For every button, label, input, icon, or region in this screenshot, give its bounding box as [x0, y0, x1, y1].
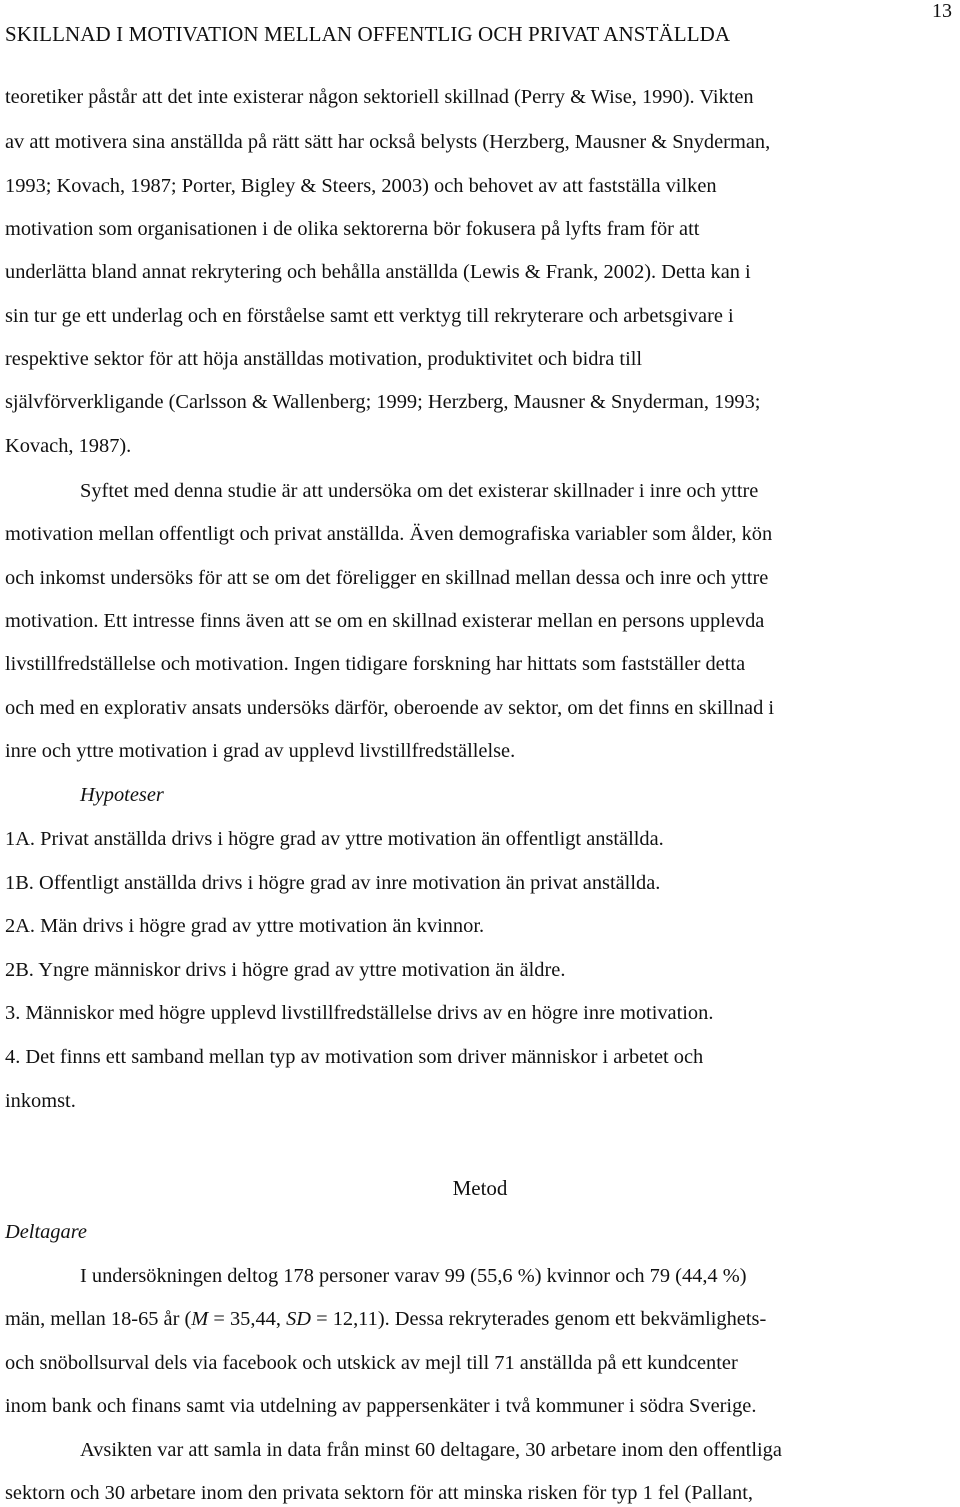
body-line: självförverkligande (Carlsson & Wallenberg; 1999; Herzberg, Mausner & Snyderman, 1993; — [5, 391, 761, 413]
stat-symbol-sd: SD — [286, 1308, 311, 1330]
hypothesis-item: 2A. Män drivs i högre grad av yttre motivation än kvinnor. — [5, 915, 485, 937]
body-line: inre och yttre motivation i grad av upplevd livstillfredställelse. — [5, 740, 516, 762]
body-line: motivation mellan offentligt och privat anställda. Även demografiska variabler som ålder, kön — [5, 523, 773, 545]
method-text: män, mellan 18-65 år ( — [5, 1308, 192, 1330]
subsection-heading-participants: Deltagare — [5, 1221, 87, 1243]
hypothesis-item: 2B. Yngre människor drivs i högre grad av yttre motivation än äldre. — [5, 959, 566, 981]
hypothesis-item: inkomst. — [5, 1090, 76, 1112]
body-line: motivation. Ett intresse finns även att se om en skillnad existerar mellan en persons upplevda — [5, 610, 765, 632]
running-head: SKILLNAD I MOTIVATION MELLAN OFFENTLIG OCH PRIVAT ANSTÄLLDA — [5, 22, 731, 46]
page-number: 13 — [932, 0, 952, 22]
hypotheses-heading: Hypoteser — [80, 784, 164, 806]
hypothesis-item: 3. Människor med högre upplevd livstillfredställelse drivs av en högre inre motivation. — [5, 1002, 714, 1024]
body-line: Syftet med denna studie är att undersöka om det existerar skillnader i inre och yttre — [80, 480, 759, 502]
body-line: respektive sektor för att höja anställdas motivation, produktivitet och bidra till — [5, 348, 643, 370]
method-line: inom bank och finans samt via utdelning av pappersenkäter i två kommuner i södra Sverige. — [5, 1395, 757, 1417]
body-line: av att motivera sina anställda på rätt sätt har också belysts (Herzberg, Mausner & Snyderman, — [5, 131, 771, 153]
method-line: sektorn och 30 arbetare inom den privata sektorn för att minska risken för typ 1 fel (Pallant, — [5, 1482, 754, 1504]
body-line: och inkomst undersöks för att se om det föreligger en skillnad mellan dessa och inre och yttre — [5, 567, 769, 589]
body-line: livstillfredställelse och motivation. Ingen tidigare forskning har hittats som fastställer detta — [5, 653, 746, 675]
body-line: och med en explorativ ansats undersöks därför, oberoende av sektor, om det finns en skillnad i — [5, 697, 775, 719]
body-line: motivation som organisationen i de olika sektorerna bör fokusera på lyfts fram för att — [5, 218, 700, 240]
body-line: sin tur ge ett underlag och en förståelse samt ett verktyg till rekryterare och arbetsgivare i — [5, 305, 734, 327]
hypothesis-item: 1B. Offentligt anställda drivs i högre grad av inre motivation än privat anställda. — [5, 872, 661, 894]
method-line: Avsikten var att samla in data från minst 60 deltagare, 30 arbetare inom den offentliga — [80, 1439, 782, 1461]
method-text: = 35,44, — [208, 1308, 287, 1330]
body-line: Kovach, 1987). — [5, 435, 132, 457]
section-heading-method: Metod — [452, 1176, 508, 1200]
method-line: I undersökningen deltog 178 personer varav 99 (55,6 %) kvinnor och 79 (44,4 %) — [80, 1265, 747, 1287]
hypothesis-item: 1A. Privat anställda drivs i högre grad av yttre motivation än offentligt anställda. — [5, 828, 664, 850]
body-line: teoretiker påstår att det inte existerar någon sektoriell skillnad (Perry & Wise, 1990). Vikten — [5, 86, 754, 108]
method-line: och snöbollsurval dels via facebook och utskick av mejl till 71 anställda på ett kundcenter — [5, 1352, 738, 1374]
body-line: underlätta bland annat rekrytering och behålla anställda (Lewis & Frank, 2002). Detta kan i — [5, 261, 751, 283]
method-line — [5, 1307, 766, 1331]
hypothesis-item: 4. Det finns ett samband mellan typ av motivation som driver människor i arbetet och — [5, 1046, 704, 1068]
stat-symbol-mean: M — [191, 1308, 209, 1330]
body-line: 1993; Kovach, 1987; Porter, Bigley & Steers, 2003) och behovet av att fastställa vilken — [5, 175, 717, 197]
method-text: = 12,11). Dessa rekryterades genom ett bekvämlighets- — [311, 1308, 767, 1330]
